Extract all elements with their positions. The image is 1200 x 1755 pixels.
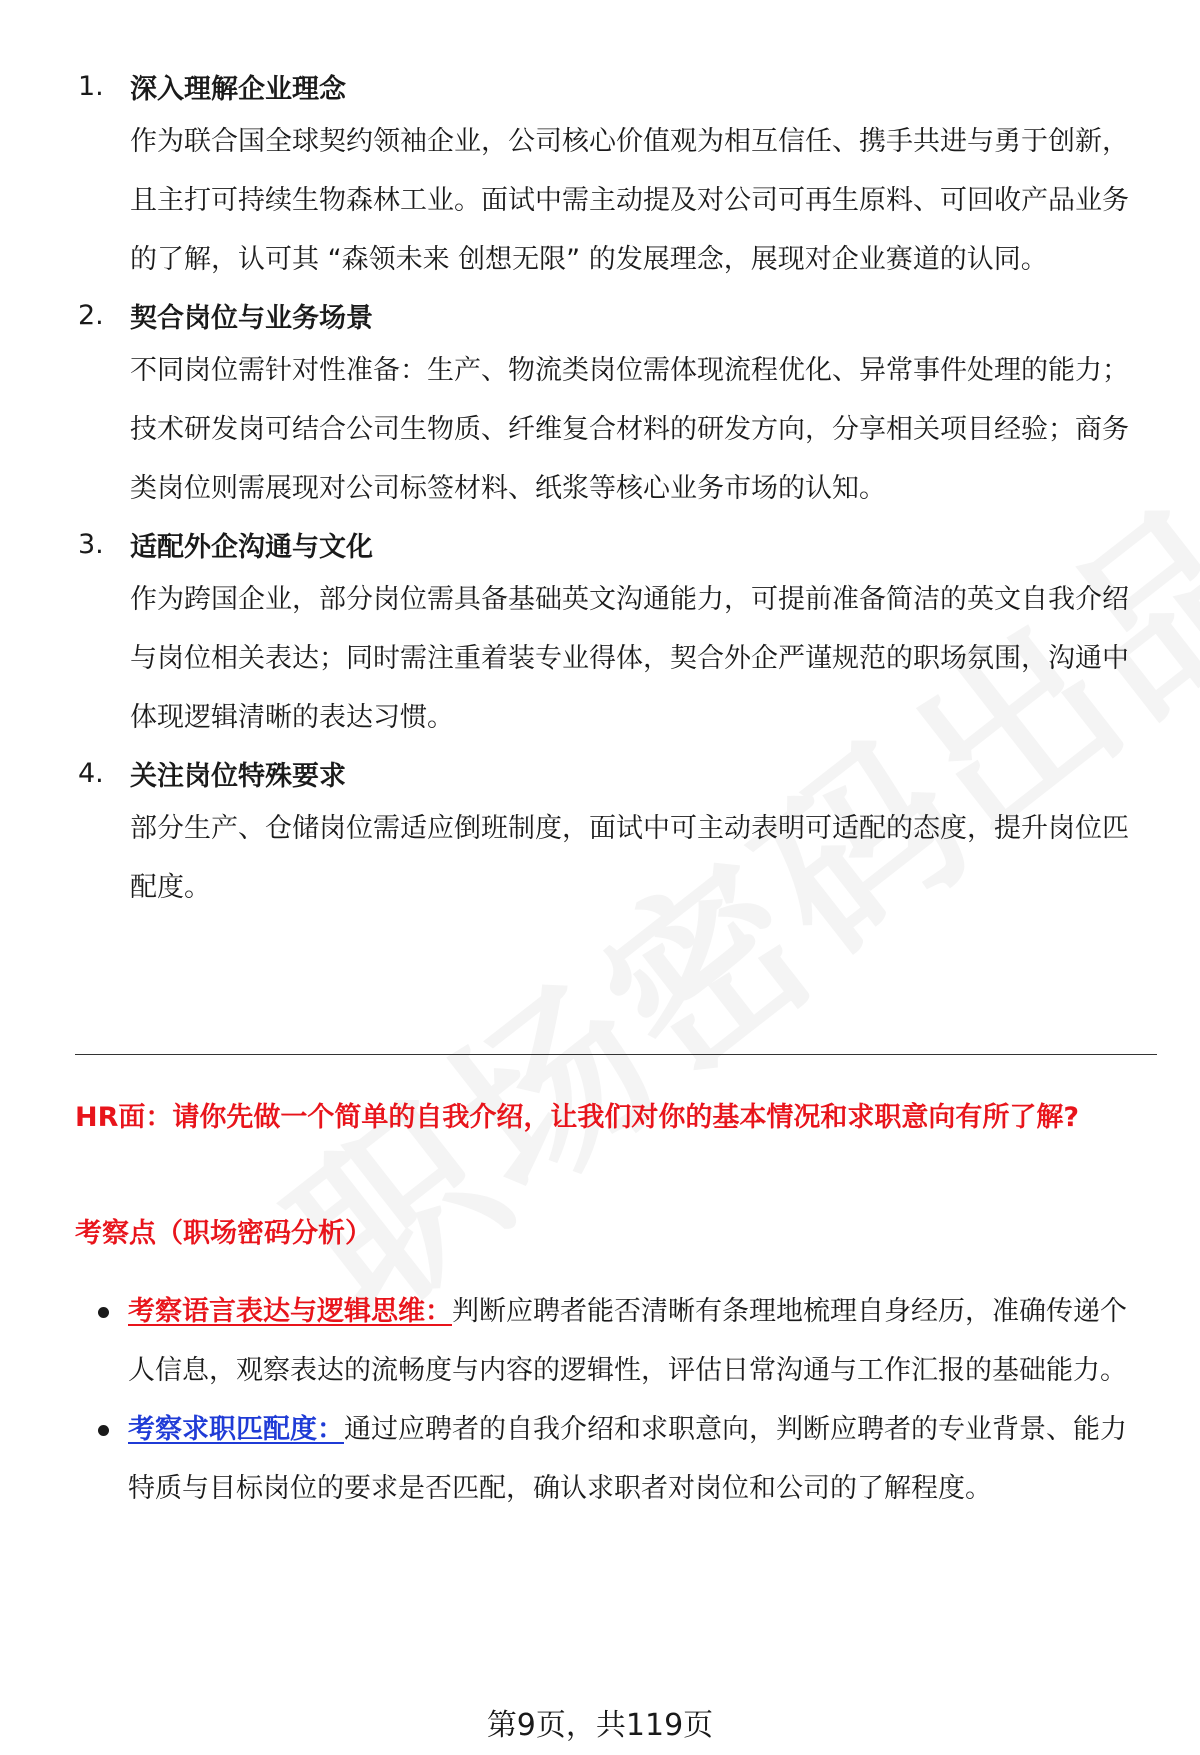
analysis-heading: 考察点（职场密码分析） xyxy=(75,1218,372,1249)
numbered-list xyxy=(78,60,1158,917)
list-item-heading xyxy=(78,289,1158,341)
list-item xyxy=(78,518,1158,747)
list-item-body: 不同岗位需针对性准备：生产、物流类岗位需体现流程优化、异常事件处理的能力；技术研发岗可结合公司生物质、纤维复合材料的研发方向，分享相关项目经验；商务类岗位则需展现对公司标签材料、纸浆等核心业务市场的认知。 xyxy=(130,355,1129,504)
list-item xyxy=(78,60,1158,289)
bullet-item xyxy=(78,1400,1153,1518)
page-number: 第9页，共119页 xyxy=(486,1708,714,1743)
list-item-heading xyxy=(78,60,1158,112)
bullet-item xyxy=(78,1282,1153,1400)
list-item xyxy=(78,747,1158,917)
list-item-body: 作为跨国企业，部分岗位需具备基础英文沟通能力，可提前准备简洁的英文自我介绍与岗位相关表达；同时需注重着装专业得体，契合外企严谨规范的职场氛围，沟通中体现逻辑清晰的表达习惯。 xyxy=(130,584,1129,733)
list-item-number: 1. xyxy=(78,70,104,102)
bullet-text: 判断应聘者能否清晰有条理地梳理自身经历，准确传递个人信息，观察表达的流畅度与内容的逻辑性，评估日常沟通与工作汇报的基础能力。 xyxy=(128,1296,1127,1386)
list-item-number: 4. xyxy=(78,757,104,789)
bullet-dot-icon xyxy=(98,1425,109,1436)
bullet-text: 通过应聘者的自我介绍和求职意向，判断应聘者的专业背景、能力特质与目标岗位的要求是否匹配，确认求职者对岗位和公司的了解程度。 xyxy=(128,1414,1127,1504)
bullet-list xyxy=(78,1282,1158,1518)
list-item-title: 深入理解企业理念 xyxy=(130,73,346,105)
list-item-number: 3. xyxy=(78,528,104,560)
list-item-heading xyxy=(78,747,1158,799)
section-divider xyxy=(75,1054,1157,1055)
list-item-title: 关注岗位特殊要求 xyxy=(130,760,346,792)
bullet-dot-icon xyxy=(98,1307,109,1318)
list-item-title: 契合岗位与业务场景 xyxy=(130,302,373,334)
list-item-heading xyxy=(78,518,1158,570)
bullet-lead-link[interactable]: 考察语言表达与逻辑思维： xyxy=(128,1296,452,1327)
interview-question: HR面：请你先做一个简单的自我介绍，让我们对你的基本情况和求职意向有所了解? xyxy=(75,1102,1080,1133)
list-item xyxy=(78,289,1158,518)
bullet-lead-link[interactable]: 考察求职匹配度： xyxy=(128,1414,344,1445)
list-item-title: 适配外企沟通与文化 xyxy=(130,531,373,563)
list-item-number: 2. xyxy=(78,299,104,331)
list-item-body: 作为联合国全球契约领袖企业，公司核心价值观为相互信任、携手共进与勇于创新，且主打可持续生物森林工业。面试中需主动提及对公司可再生原料、可回收产品业务的了解，认可其 “森领未来 创想无限” 的发展理念，展现对企业赛道的认同。 xyxy=(130,126,1129,275)
list-item-body: 部分生产、仓储岗位需适应倒班制度，面试中可主动表明可适配的态度，提升岗位匹配度。 xyxy=(130,813,1129,903)
